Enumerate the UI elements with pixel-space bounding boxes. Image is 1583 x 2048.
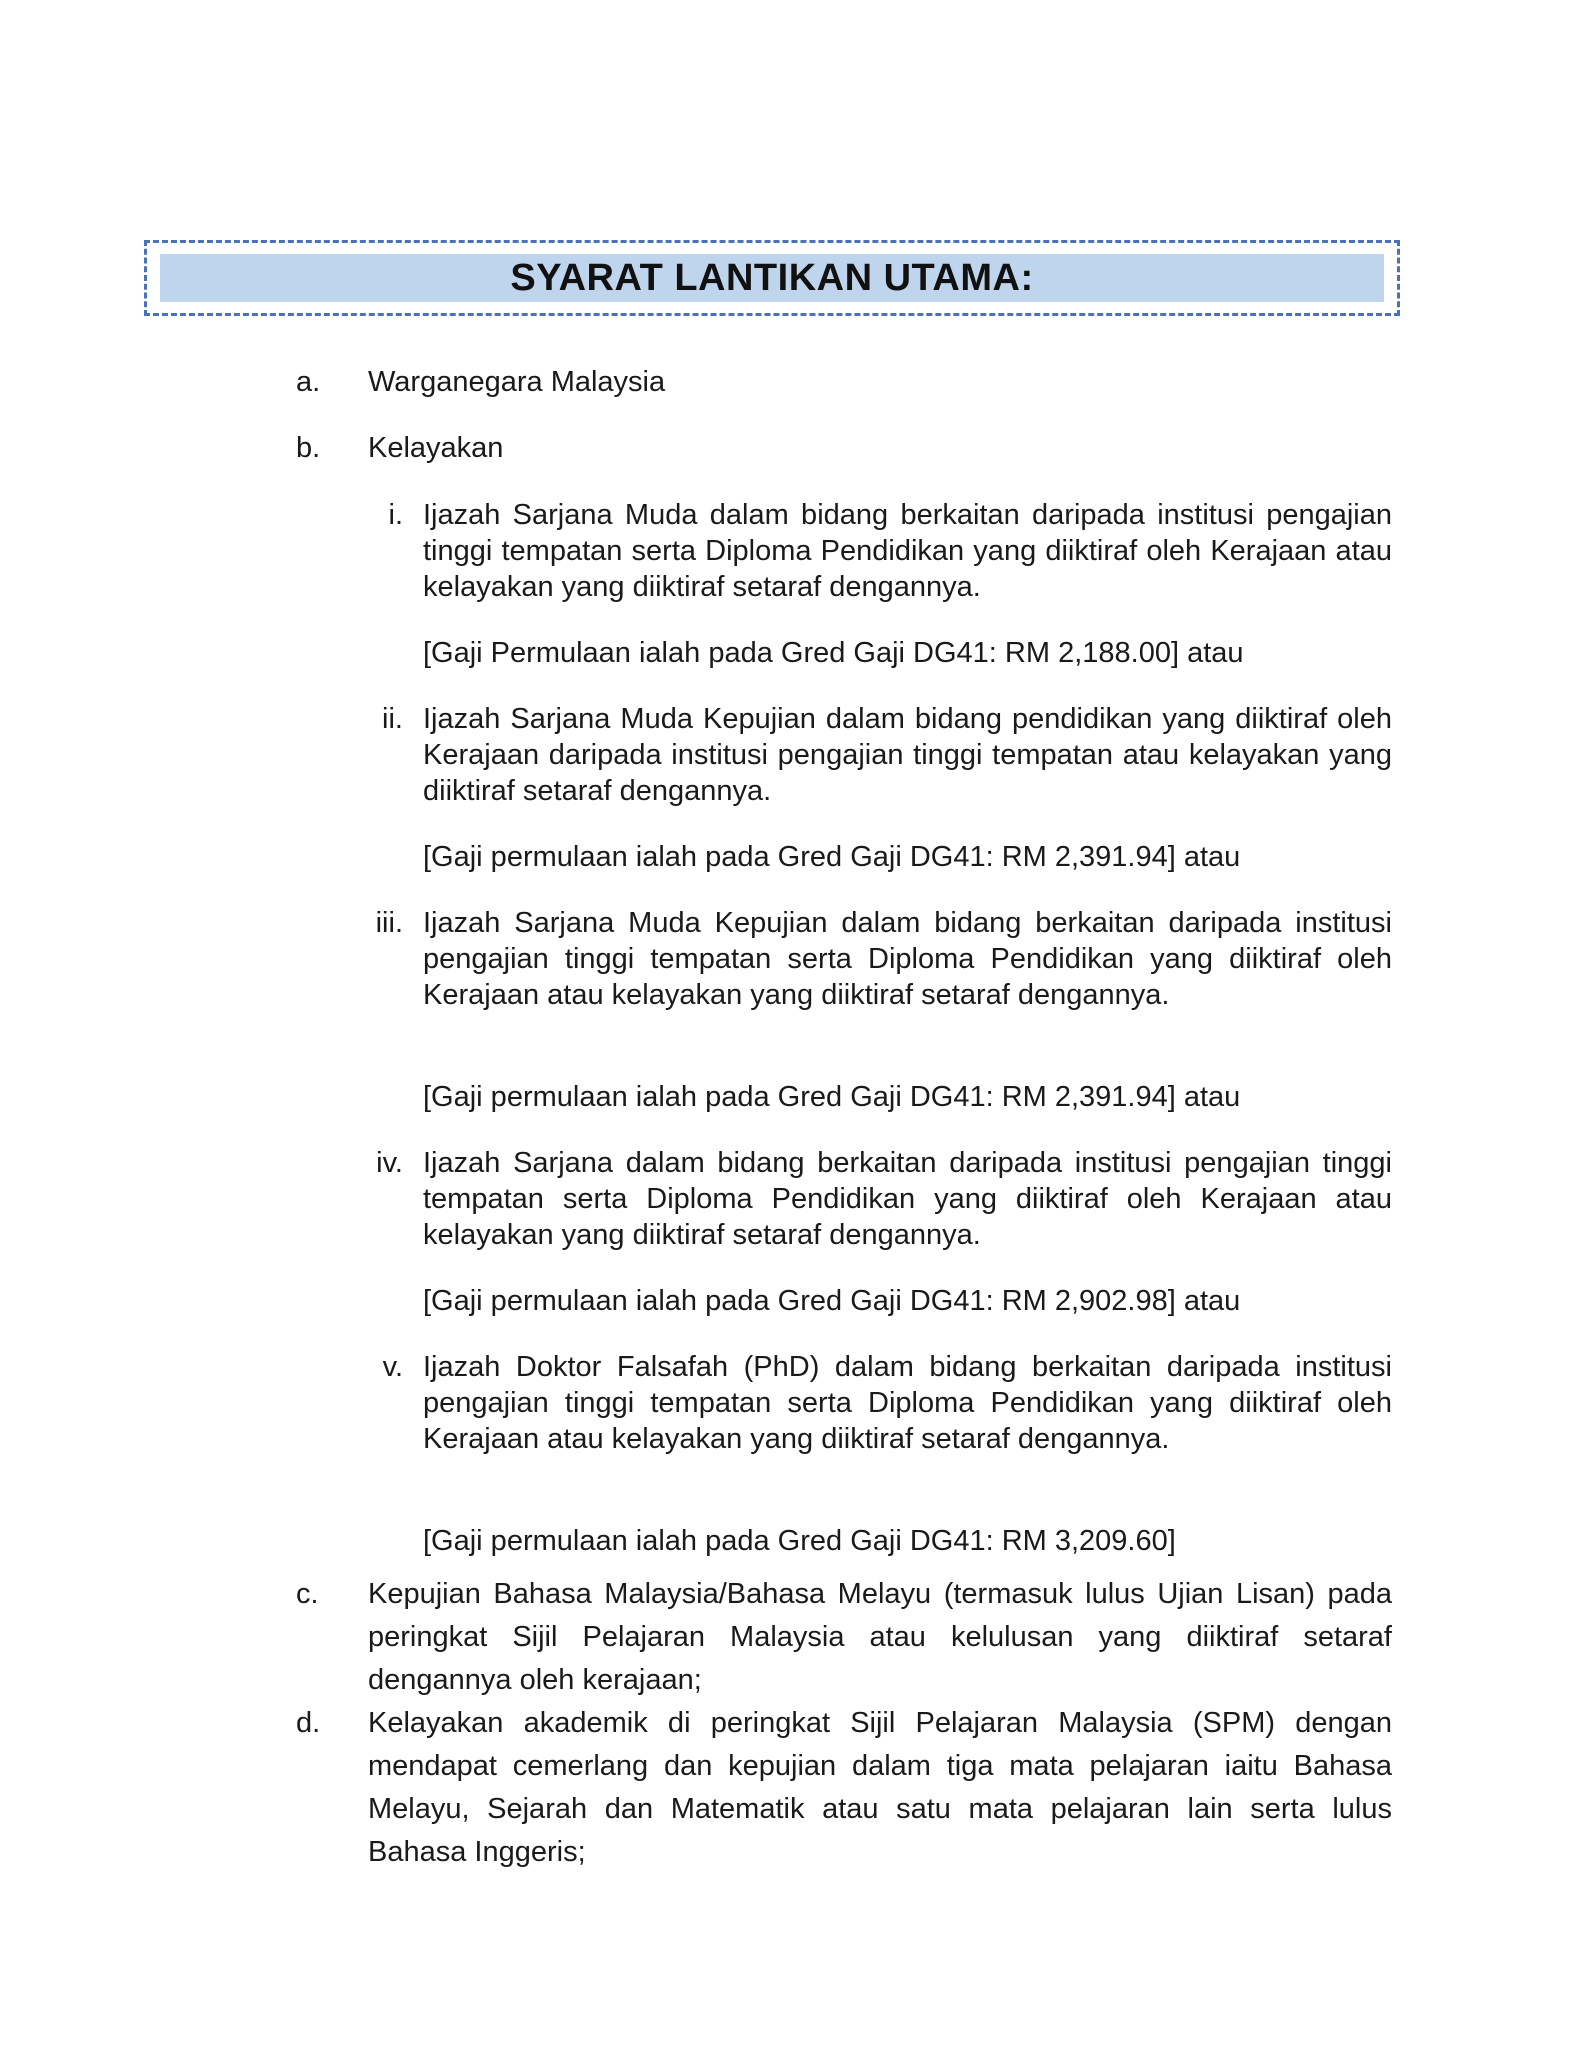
roman-numeral: iv.	[376, 1147, 403, 1179]
title-band	[160, 254, 1384, 302]
salary-line: [Gaji permulaan ialah pada Gred Gaji DG41: RM 2,902.98] atau	[423, 1285, 1241, 1317]
list-item-text: Kepujian Bahasa Malaysia/Bahasa Melayu (termasuk lulus Ujian Lisan) pada peringkat Sijil Pelajaran Malaysia atau kelulusan yang diiktiraf setaraf dengannya oleh kerajaan;	[368, 1578, 1392, 1696]
qualification-text: Ijazah Doktor Falsafah (PhD) dalam bidang berkaitan daripada institusi pengajian tinggi tempatan serta Diploma Pendidikan yang diiktiraf oleh Kerajaan atau kelayakan yang diiktiraf setaraf dengannya.	[423, 1351, 1392, 1455]
roman-numeral: iii.	[375, 907, 403, 939]
list-item-text: Kelayakan akademik di peringkat Sijil Pelajaran Malaysia (SPM) dengan mendapat cemerlang dan kepujian dalam tiga mata pelajaran iaitu Bahasa Melayu, Sejarah dan Matematik atau satu mata pelajaran lain serta lulus Bahasa Inggeris;	[368, 1707, 1392, 1868]
page-title: SYARAT LANTIKAN UTAMA:	[510, 256, 1034, 299]
salary-line: [Gaji Permulaan ialah pada Gred Gaji DG41: RM 2,188.00] atau	[423, 637, 1244, 669]
roman-numeral: ii.	[382, 703, 403, 735]
list-item-text: Warganegara Malaysia	[368, 366, 666, 398]
qualification-text: Ijazah Sarjana Muda dalam bidang berkaitan daripada institusi pengajian tinggi tempatan serta Diploma Pendidikan yang diiktiraf oleh Kerajaan atau kelayakan yang diiktiraf setaraf dengannya.	[423, 499, 1392, 603]
salary-line: [Gaji permulaan ialah pada Gred Gaji DG41: RM 2,391.94] atau	[423, 841, 1241, 873]
salary-line: [Gaji permulaan ialah pada Gred Gaji DG41: RM 3,209.60]	[423, 1525, 1176, 1557]
roman-numeral: i.	[388, 499, 403, 531]
qualification-text: Ijazah Sarjana Muda Kepujian dalam bidang berkaitan daripada institusi pengajian tinggi tempatan serta Diploma Pendidikan yang diiktiraf oleh Kerajaan atau kelayakan yang diiktiraf setaraf dengannya.	[423, 907, 1392, 1011]
title-frame	[144, 240, 1400, 316]
qualification-text: Ijazah Sarjana Muda Kepujian dalam bidang pendidikan yang diiktiraf oleh Kerajaan daripada institusi pengajian tinggi tempatan atau kelayakan yang diiktiraf setaraf dengannya.	[423, 703, 1392, 807]
roman-numeral: v.	[382, 1351, 403, 1383]
list-item-text: Kelayakan	[368, 432, 504, 464]
qualification-text: Ijazah Sarjana dalam bidang berkaitan daripada institusi pengajian tinggi tempatan serta Diploma Pendidikan yang diiktiraf oleh Kerajaan atau kelayakan yang diiktiraf setaraf dengannya.	[423, 1147, 1392, 1251]
list-marker: d.	[296, 1707, 321, 1739]
list-marker: c.	[296, 1578, 319, 1610]
salary-line: [Gaji permulaan ialah pada Gred Gaji DG41: RM 2,391.94] atau	[423, 1081, 1241, 1113]
list-marker: b.	[296, 432, 321, 464]
list-marker: a.	[296, 366, 321, 398]
